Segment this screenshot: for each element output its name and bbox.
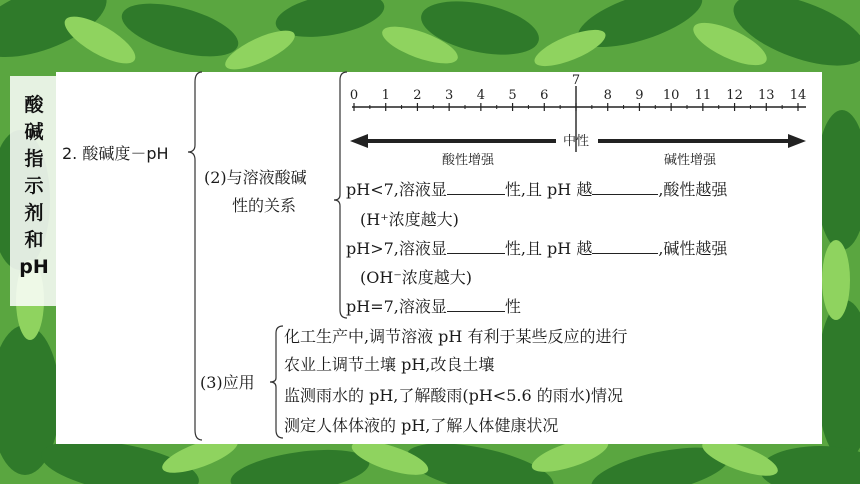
side-title-char: pH [19,256,49,278]
answer-blank[interactable] [592,239,658,254]
base-label: 碱性增强 [663,153,717,168]
tick-label: 1 [381,88,390,103]
row3-text: 性 [504,297,521,316]
row1-text: ,酸性越强 [658,180,728,199]
relation-label-line2: 性的关系 [232,196,297,215]
answer-blank[interactable] [592,180,658,195]
relation-row-acid-note: (H⁺浓度越大) [360,210,459,229]
application-item: 农业上调节土壤 pH,改良土壤 [284,355,495,374]
tick-label: 2 [413,88,422,103]
tick-label: 13 [758,88,775,103]
answer-blank[interactable] [447,239,505,254]
side-title-char: 和 [24,229,44,251]
row2-text: 性,且 pH 越 [504,239,593,258]
relation-row-base [346,239,727,259]
side-title-char: 指 [24,148,44,170]
application-item: 监测雨水的 pH,了解酸雨(pH<5.6 的雨水)情况 [284,386,623,405]
tick-label: 11 [694,88,712,103]
tick-label: 4 [476,88,485,103]
tick-label: 8 [603,88,612,103]
side-title-char: 示 [24,175,44,197]
row3-text: pH=7,溶液显 [346,297,447,316]
row1-text: 性,且 pH 越 [504,180,593,199]
side-title-char: 碱 [24,121,44,143]
relation-row-base-note: (OH⁻浓度越大) [360,268,473,287]
neutral-label: 中性 [562,134,590,149]
tick-label: 5 [508,88,517,103]
tick-label: 6 [540,88,549,103]
acid-label: 酸性增强 [441,153,495,168]
application-item: 测定人体体液的 pH,了解人体健康状况 [284,416,559,435]
row2-text: ,碱性越强 [658,239,728,258]
side-title-char: 剂 [24,202,44,224]
side-title-char: 酸 [24,94,44,116]
root-label: 2. 酸碱度－pH [62,144,169,163]
tick-label: 7 [571,73,581,88]
row1-text: pH<7,溶液显 [346,180,447,199]
tick-label: 10 [662,88,680,103]
relation-row-acid [346,180,727,200]
answer-blank[interactable] [447,180,505,195]
relation-label-line1: (2)与溶液酸碱 [204,168,307,187]
tick-label: 3 [445,88,454,103]
row2-text: pH>7,溶液显 [346,239,447,258]
application-label: (3)应用 [200,373,255,392]
tick-label: 14 [789,88,807,103]
scale-ticks [350,73,806,111]
answer-blank[interactable] [447,297,505,312]
tick-label: 12 [726,88,743,103]
tick-label: 9 [635,88,644,103]
application-item: 化工生产中,调节溶液 pH 有利于某些反应的进行 [284,327,628,346]
tick-label: 0 [349,88,359,103]
relation-row-neutral [346,297,521,317]
